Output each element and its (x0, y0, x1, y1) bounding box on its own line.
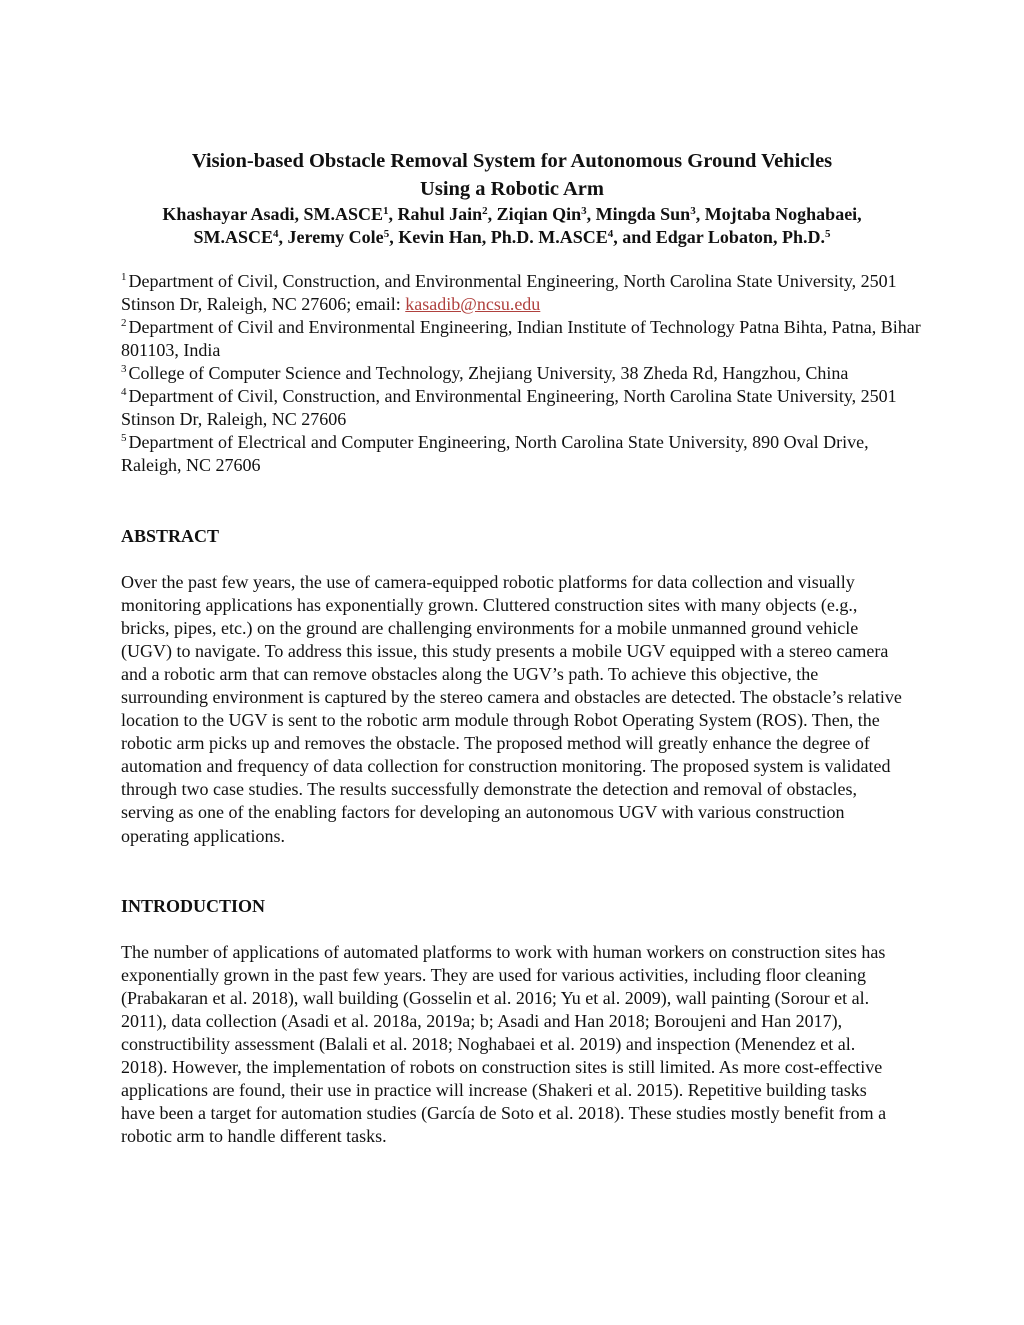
affil-ref: 5 (824, 228, 831, 240)
affil-ref: 4 (273, 228, 279, 240)
affil-ref: 3 (581, 205, 587, 217)
paper-title (100, 147, 924, 203)
affiliation-4 (121, 385, 921, 431)
author-noghabaei: , Mojtaba Noghabaei, (695, 204, 862, 224)
affiliation-number: 4 (121, 386, 127, 398)
author-asadi: Khashayar Asadi, SM.ASCE (162, 204, 384, 224)
author-cole: , Jeremy Cole (278, 227, 384, 247)
author-sun: , Mingda Sun (586, 204, 691, 224)
abstract-body: Over the past few years, the use of camera-equipped robotic platforms for data collection and visually monitoring applications has exponentially grown. Cluttered construction sites with many objects (e.g., bricks, pipes, etc.) on the ground are challenging environments for a mobile unmanned ground vehicle (UGV) to navigate. To address this issue, this study presents a mobile UGV equipped with a stereo camera and a robotic arm that can remove obstacles along the UGV’s path. To achieve this objective, the surrounding environment is captured by the stereo camera and obstacles are detected. The obstacle’s relative location to the UGV is sent to the robotic arm module through Robot Operating System (ROS). Then, the robotic arm picks up and removes the obstacle. The proposed method will greatly enhance the degree of automation and frequency of data collection for construction monitoring. The proposed system is validated through two case studies. The results successfully demonstrate the detection and removal of obstacles, serving as one of the enabling factors for developing an autonomous UGV with various construction operating applications. (121, 572, 902, 846)
affiliation-2 (121, 316, 921, 362)
affiliation-text: Department of Electrical and Computer Engineering, North Carolina State University, 890 Oval Drive, Raleigh, NC 27606 (121, 432, 869, 475)
affiliation-3 (121, 362, 921, 385)
affiliation-text: Department of Civil and Environmental Engineering, Indian Institute of Technology Patna Bihta, Patna, Bihar 801103, India (121, 317, 921, 360)
author-lobaton: , and Edgar Lobaton, Ph.D. (613, 227, 825, 247)
author-jain: , Rahul Jain (388, 204, 483, 224)
affiliation-number: 1 (121, 271, 127, 283)
introduction-heading: INTRODUCTION (121, 896, 266, 916)
author-han: , Kevin Han, Ph.D. M.ASCE (389, 227, 608, 247)
affiliation-5 (121, 431, 921, 477)
affil-ref: 2 (482, 205, 488, 217)
abstract-heading: ABSTRACT (121, 526, 220, 546)
affiliations (121, 270, 921, 477)
affiliation-1 (121, 270, 921, 316)
title-line-2: Using a Robotic Arm (420, 178, 604, 200)
author-list (105, 203, 919, 249)
affil-ref: 4 (607, 228, 614, 240)
affil-ref: 5 (383, 228, 390, 240)
affil-ref: 3 (690, 205, 696, 217)
title-line-1: Vision-based Obstacle Removal System for Autonomous Ground Vehicles (191, 150, 833, 172)
affiliation-text: College of Computer Science and Technology, Zhejiang University, 38 Zheda Rd, Hangzhou, China (128, 363, 849, 383)
author-noghabaei-title: SM.ASCE (193, 227, 274, 247)
affil-ref: 1 (383, 205, 389, 217)
affiliation-number: 3 (121, 363, 127, 375)
affiliation-text: Department of Civil, Construction, and Environmental Engineering, North Carolina State University, 2501 Stinson Dr, Raleigh, NC 27606 (121, 386, 897, 429)
introduction-body: The number of applications of automated platforms to work with human workers on construction sites has exponentially grown in the past few years. They are used for various activities, including floor cleaning (Prabakaran et al. 2018), wall building (Gosselin et al. 2016; Yu et al. 2009), wall painting (Sorour et al. 2011), data collection (Asadi et al. 2018a, 2019a; b; Asadi and Han 2018; Boroujeni and Han 2017), constructibility assessment (Balali et al. 2018; Noghabaei et al. 2019) and inspection (Menendez et al. 2018). However, the implementation of robots on construction sites is still limited. As more cost-effective applications are found, their use in practice will increase (Shakeri et al. 2015). Repetitive building tasks have been a target for automation studies (García de Soto et al. 2018). These studies mostly benefit from a robotic arm to handle different tasks. (121, 942, 887, 1147)
affiliation-number: 5 (121, 432, 127, 444)
affiliation-number: 2 (121, 317, 127, 329)
affiliation-text: Department of Civil, Construction, and Environmental Engineering, North Carolina State University, 2501 Stinson Dr, Raleigh, NC 27606; email: (121, 271, 897, 314)
email-link[interactable]: kasadib@ncsu.edu (405, 294, 541, 314)
author-qin: , Ziqian Qin (487, 204, 582, 224)
